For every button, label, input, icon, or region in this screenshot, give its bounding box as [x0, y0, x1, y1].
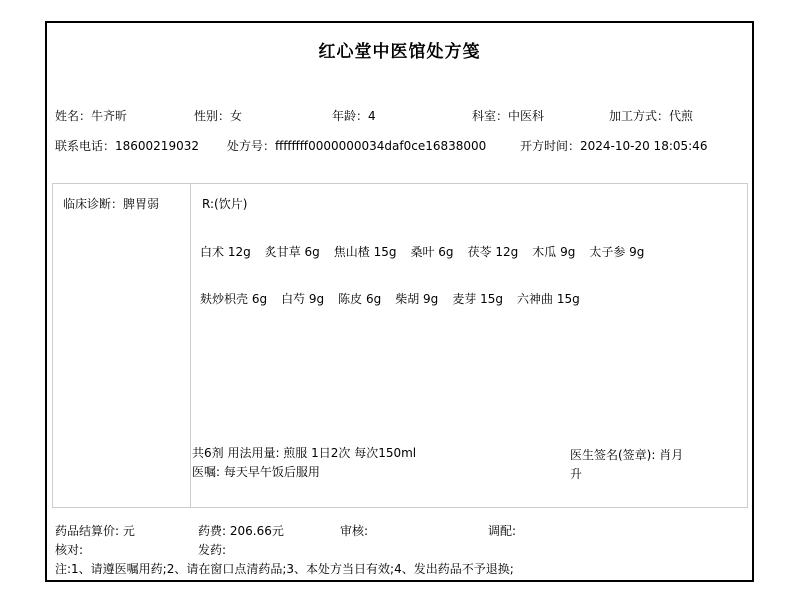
medicine-fee: 药费: 206.66元 — [198, 524, 284, 538]
processing-method: 加工方式：代煎 — [609, 109, 694, 123]
herb-item: 木瓜 9g — [532, 245, 576, 259]
herb-item: 麸炒枳壳 6g — [200, 292, 268, 306]
footer-note: 注:1、请遵医嘱用药;2、请在窗口点清药品;3、本处方当日有效;4、发出药品不予退换; — [55, 562, 514, 576]
diagnosis-divider — [190, 184, 191, 507]
patient-name: 姓名：牛齐昕 — [55, 109, 128, 123]
rx-number: 处方号：ffffffff0000000034daf0ce16838000 — [227, 139, 487, 153]
herb-item: 六神曲 15g — [517, 292, 580, 306]
patient-department: 科室：中医科 — [472, 109, 545, 123]
herb-item: 陈皮 6g — [338, 292, 382, 306]
rx-form-label: R:(饮片) — [202, 197, 248, 211]
clinical-diagnosis: 临床诊断：脾胃弱 — [63, 197, 160, 211]
herb-item: 太子参 9g — [589, 245, 645, 259]
review-field: 审核: — [340, 524, 369, 538]
herb-row-1 — [200, 245, 644, 260]
prescription-box — [52, 183, 748, 508]
herb-item: 桑叶 6g — [410, 245, 454, 259]
herb-item: 白术 12g — [200, 245, 251, 259]
page-title: 红心堂中医馆处方笺 — [318, 42, 481, 62]
issue-time: 开方时间：2024-10-20 18:05:46 — [520, 139, 708, 153]
advice-line: 医嘱: 每天早午饭后服用 — [192, 465, 320, 479]
dispense-field: 发药: — [198, 543, 227, 557]
usage-line: 共6剂 用法用量: 煎服 1日2次 每次150ml — [192, 446, 417, 460]
doctor-signature: 医生签名(签章): 肖月升 — [570, 448, 684, 481]
herb-item: 麦芽 15g — [452, 292, 504, 306]
prescription-page — [45, 21, 754, 582]
herb-item: 柴胡 9g — [395, 292, 439, 306]
settlement-price: 药品结算价: 元 — [55, 524, 135, 538]
herb-item: 茯苓 12g — [467, 245, 519, 259]
patient-gender: 性别：女 — [194, 109, 243, 123]
herb-item: 焦山楂 15g — [333, 245, 397, 259]
patient-age: 年龄：4 — [332, 109, 376, 123]
contact-phone: 联系电话：18600219032 — [55, 139, 199, 153]
check-field: 核对: — [55, 543, 84, 557]
herb-item: 炙甘草 6g — [264, 245, 320, 259]
compound-field: 调配: — [488, 524, 517, 538]
herb-item: 白芍 9g — [281, 292, 325, 306]
herb-row-2 — [200, 292, 580, 307]
